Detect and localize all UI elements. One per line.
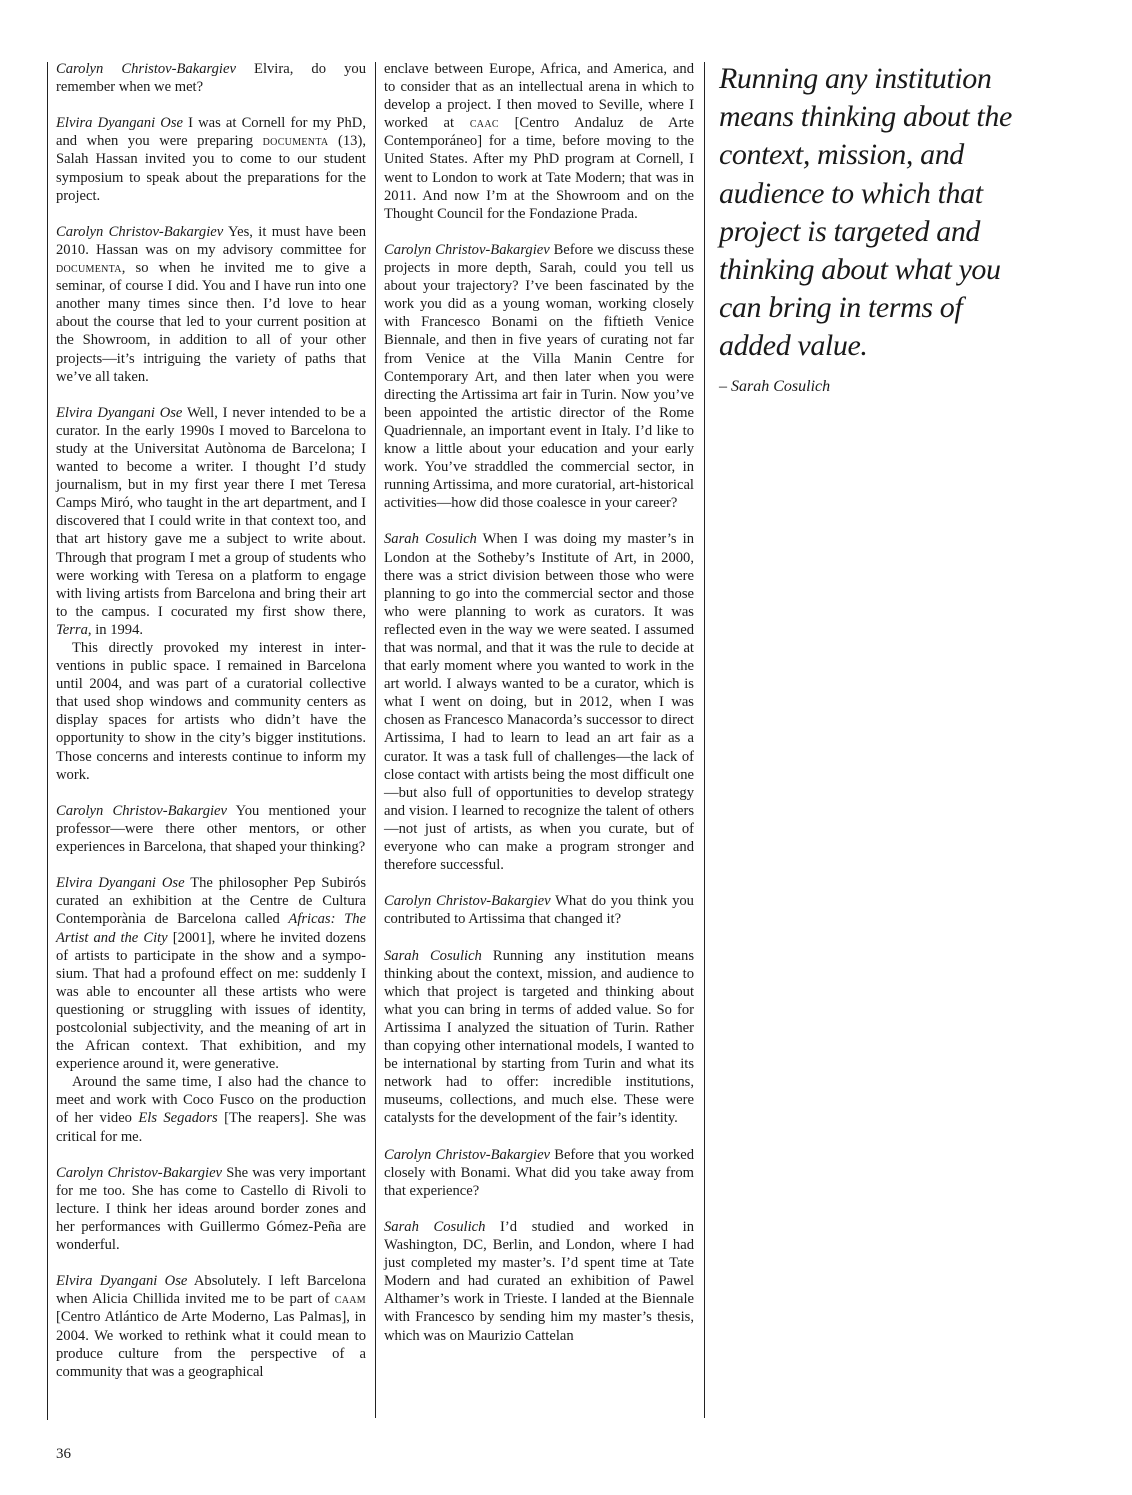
- interview-paragraph: [56, 802, 366, 856]
- interview-paragraph: [56, 1164, 366, 1254]
- paragraph-text: [Centro Atlántico de Arte Moderno, Las Palmas], in 2004. We worked to rethink what it could mean to produce culture from the perspective of a community that was a geographical: [56, 1309, 366, 1380]
- small-caps-acronym: documenta: [262, 133, 329, 150]
- small-caps-acronym: documenta: [56, 260, 122, 277]
- interview-paragraph: [56, 60, 366, 96]
- paragraph-text: Around the same time, I also had the chance to meet and work with Coco Fusco on the production of her video: [56, 1074, 366, 1127]
- speaker-name: Carolyn Christov-Bakargiev: [56, 61, 236, 77]
- small-caps-acronym: caac: [469, 115, 499, 132]
- paragraph-text: You mentioned your professor—were there other mentors, or other experiences in Barcelona, that shaped your thinking?: [56, 802, 366, 856]
- speaker-name: Elvira Dyangani Ose: [56, 115, 183, 132]
- paragraph-text: (13), Salah Hassan invited you to come to our student symposium to speak about the preparations for the project.: [56, 133, 366, 204]
- paragraph-text: [The reapers]. She was critical for me.: [56, 1110, 366, 1145]
- pull-quote-attribution: – Sarah Cosulich: [719, 378, 831, 395]
- column-rule-left: [47, 62, 48, 1420]
- speaker-name: Sarah Cosulich: [384, 531, 477, 548]
- speaker-name: Carolyn Christov-Bakargiev: [384, 893, 551, 910]
- speaker-name: Carolyn Christov-Bakargiev: [56, 802, 228, 819]
- paragraph-text: [2001], where he invited dozens of artists to participate in the show and a symposium. That had a profound effect on me: suddenly I was able to encounter all these artists who were questioning or struggling with issues of identity, postcolonial subjectivity, and the meaning of art in the African context. That exhibition, and my experience around it, were generative.: [56, 929, 366, 1073]
- paragraph-text: The philosopher Pep Subirós curated an exhibition at the Centre de Cultura Contemporània de Barcelona called: [56, 875, 366, 928]
- interview-paragraph: [384, 1218, 694, 1345]
- interview-column-2: [384, 60, 694, 1363]
- speaker-name: Sarah Cosulich: [384, 947, 482, 964]
- paragraph-text: I’d studied and worked in Washington, DC, Berlin, and London, where I had just completed my master’s. I’d spent time at Tate Modern and had curated an exhibition of Pawel Althamer’s work in Trieste. I landed at the Biennale with Francesco by sending him my master’s thesis, which was on Maurizio Cattelan: [384, 1219, 694, 1344]
- interview-paragraph: [56, 1073, 366, 1145]
- paragraph-text: [Centro Andaluz de Arte Contemporáneo] for a time, before moving to the United States. After my PhD program at Cornell, I went to London to work at Tate Modern; that was in 2011. And now I’m at the Showroom and on the Thought Council for the Fondazione Prada.: [384, 115, 694, 222]
- interview-paragraph: [56, 639, 366, 784]
- paragraph-text: Well, I never intended to be a curator. In the early 1990s I moved to Barcelona to study at the Universitat Autònoma de Barcelona; I wanted to become a writer. I thought I’d study journalism, but in my first year there I met Teresa Camps Miró, who taught in the art department, and I discovered that I could write in that context too, and that art history gave me a subject to write about. Through that program I met a group of students who were working with Teresa on a platform to engage with living artists from Barcelona and bring their art to the campus. I cocurated my first show there,: [56, 404, 366, 620]
- interview-paragraph: [384, 947, 694, 1128]
- italic-title: Terra: [56, 621, 88, 638]
- interview-paragraph: [56, 223, 366, 386]
- interview-paragraph: [384, 60, 694, 223]
- paragraph-text: Before that you worked closely with Bonami. What did you take away from that experience?: [384, 1146, 694, 1199]
- speaker-name: Sarah Cosulich: [384, 1219, 486, 1235]
- speaker-name: Elvira Dyangani Ose: [56, 404, 183, 421]
- paragraph-text: Absolutely. I left Barcelona when Alicia Chillida invited me to be part of: [56, 1273, 366, 1308]
- interview-paragraph: [384, 530, 694, 874]
- pull-quote: Running any institution means thinking about the context, mission, and audience to which that project is targeted and thinking about what you can bring in terms of added value.: [719, 62, 1012, 363]
- column-rule-right: [704, 62, 705, 1418]
- paragraph-text: What do you think you contributed to Artissima that changed it?: [384, 893, 694, 928]
- speaker-name: Carolyn Christov-Bakargiev: [56, 1164, 223, 1181]
- italic-title: Els Segadors: [138, 1110, 218, 1127]
- paragraph-text: , so when he invited me to give a seminar, of course I did. You and I have run into one another many times since then. I’d love to hear about the course that led to your current position at the Showroom, in addition to all of your other projects—it’s intriguing the variety of paths that we’ve all taken.: [56, 260, 366, 385]
- paragraph-text: When I was doing my master’s in London at the Sotheby’s Institute of Art, in 2000, there was a strict division between those who were planning to go into the commercial sector and those who were planning to work as curators. It was reflected even in the way we were seated. I assumed that was normal, and that it was the rule to decide at that early moment where you wanted to work in the art world. I always wanted to be a curator, which is what I went on doing, but in 2012, when I was chosen as Francesco Manacorda’s successor to direct Artissima, I had to learn to lead an art fair as a curator. It was a task full of challenges—the lack of close contact with artists being the most difficult one—but also full of opportunities to develop strategy and vision. I learned to recognize the talent of others—not just of artists, as when you curate, but of everyone who can make a program stronger and therefore successful.: [384, 531, 694, 874]
- interview-column-1: [56, 60, 366, 1399]
- page-number: 36: [56, 1446, 71, 1462]
- speaker-name: Carolyn Christov-Bakargiev: [384, 1146, 551, 1163]
- paragraph-text: Yes, it must have been 2010. Hassan was on my advisory committee for: [56, 223, 366, 258]
- paragraph-text: Elvira, do you remember when we met?: [56, 61, 366, 96]
- paragraph-text: This directly provoked my interest in interventions in public space. I remained in Barcelona until 2004, and was part of a curatorial collective that used shop windows and community centers as display spaces for artists who didn’t have the opportunity to show in the city’s bigger institutions. Those concerns and interests continue to inform my work.: [56, 640, 366, 783]
- interview-paragraph: [56, 404, 366, 639]
- small-caps-acronym: caam: [334, 1291, 366, 1308]
- speaker-name: Elvira Dyangani Ose: [56, 1273, 188, 1290]
- interview-paragraph: [56, 1272, 366, 1381]
- italic-title: Africas: The Artist and the City: [56, 911, 366, 946]
- column-rule-middle: [375, 62, 376, 1418]
- interview-paragraph: [384, 241, 694, 512]
- interview-paragraph: [56, 874, 366, 1073]
- paragraph-text: Running any institution means thinking about the context, mission, and audience to which that project is targeted and thinking about what you can bring in terms of added value. So for Artissima I analyzed the situation of Turin. Rather than copying other international models, I wanted to be international by starting from Turin and what its network had to offer: incredible institutions, museums, collections, and much else. These were catalysts for the development of the fair’s identity.: [384, 947, 694, 1127]
- interview-paragraph: [384, 1146, 694, 1200]
- paragraph-text: She was very important for me too. She has come to Castello di Rivoli to lecture. I think her ideas around border zones and her performances with Guillermo Gómez-Peña are wonderful.: [56, 1164, 366, 1254]
- speaker-name: Elvira Dyangani Ose: [56, 875, 185, 892]
- interview-paragraph: [384, 892, 694, 928]
- paragraph-text: Before we discuss these projects in more depth, Sarah, could you tell us about your trajectory? I’ve been fascinated by the work you did as a young woman, working closely with Francesco Bonami on the fiftieth Venice Biennale, and then in five years of curating not far from Venice at the Villa Manin Centre for Contemporary Art, and then later when you were directing the Artissima art fair in Turin. Now you’ve been appointed the artistic director of the Rome Quadriennale, an important event in Italy. I’d like to know a little about your education and your early work. You’ve straddled the commercial sector, in running Artissima, and more curatorial, art-historical activities—how did those coalesce in your career?: [384, 241, 694, 512]
- interview-paragraph: [56, 114, 366, 204]
- paragraph-text: enclave between Europe, Africa, and America, and to consider that as an intellectual arena in which to develop a project. I then moved to Seville, where I worked at: [384, 61, 694, 132]
- speaker-name: Carolyn Christov-Bakargiev: [56, 223, 224, 240]
- paragraph-text: I was at Cornell for my PhD, and when you were preparing: [56, 115, 366, 150]
- paragraph-text: , in 1994.: [87, 621, 144, 638]
- speaker-name: Carolyn Christov-Bakargiev: [384, 241, 550, 258]
